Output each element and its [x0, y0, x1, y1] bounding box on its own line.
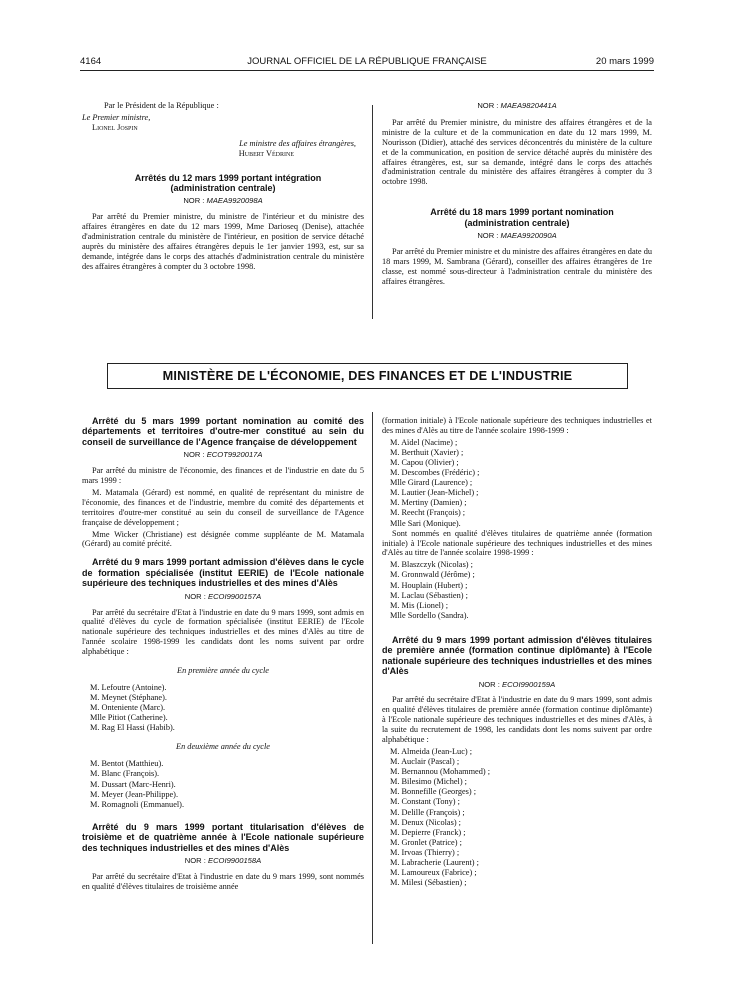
list-item: M. Irvoas (Thierry) ;	[390, 847, 460, 857]
nor-reference: NOR : ECOI9900158A	[184, 856, 262, 865]
ministry-banner: MINISTÈRE DE L'ÉCONOMIE, DES FINANCES ET DE L'INDUSTRIE	[107, 363, 628, 389]
list-item: M. Labracherie (Laurent) ;	[390, 858, 479, 868]
signature-intro: Par le Président de la République :	[104, 101, 219, 110]
list-item: M. Bilesimo (Michel) ;	[390, 777, 467, 787]
list-item: M. Lamoureux (Fabrice) ;	[390, 868, 477, 878]
list-item: M. Denux (Nicolas) ;	[390, 817, 461, 827]
list-item: M. Bentot (Matthieu).	[90, 759, 164, 769]
article-text: Par arrêté du Premier ministre, du ministre des affaires étrangères et de la ministre de la culture et de la communication en date du 12 mars 1999, M. Nourisson (Didier), attaché des services déconcentrés du ministère de la culture et de la communication, en position de service détaché auprès du ministère des affaires étrangères, est, sur sa demande, intégré dans le corps des attachés d'administration centrale du ministère des affaires étrangères à compter du 3 octobre 1998.	[382, 117, 652, 187]
signature-name-2: Hubert Védrine	[238, 148, 294, 158]
list-item: M. Dussart (Marc-Henri).	[90, 779, 176, 789]
list-item: M. Onteniente (Marc).	[90, 703, 166, 713]
list-item: M. Houplain (Hubert) ;	[390, 580, 468, 590]
name-list	[82, 683, 364, 733]
signature-role: Le Premier ministre,	[82, 112, 151, 122]
page-number: 4164	[80, 56, 102, 67]
column-divider	[372, 412, 373, 944]
list-item: M. Mertiny (Damien) ;	[390, 498, 467, 508]
section-subtitle: En première année du cycle	[177, 666, 269, 676]
list-item: Mlle Sordello (Sandra).	[390, 610, 469, 620]
list-item: M. Milesi (Sébastien) ;	[390, 878, 467, 888]
article-title: Arrêté du 18 mars 1999 portant nomination (administration centrale)	[430, 207, 614, 228]
list-item: M. Auclair (Pascal) ;	[390, 757, 460, 767]
article-text: Mme Wicker (Christiane) est désignée comme suppléante de M. Matamala (Gérard) au comité précité.	[82, 529, 364, 549]
list-item: M. Rag El Hassi (Habib).	[90, 723, 175, 733]
list-item: Mlle Sari (Monique).	[390, 518, 461, 528]
list-item: M. Bonnefille (Georges) ;	[390, 787, 477, 797]
list-item: M. Gronlet (Patrice) ;	[390, 837, 462, 847]
bottom-left-column	[82, 416, 364, 894]
article-title: Arrêté du 9 mars 1999 portant admission d'élèves dans le cycle de formation spécialisée (institut EERIE) de l'Ecole nationale supérieure des techniques industrielles et des mines d'Alès	[82, 557, 364, 589]
list-item: M. Lefoutre (Antoine).	[90, 682, 167, 692]
article-text: Par arrêté du Premier ministre, du ministre de l'intérieur et du ministre des affaires étrangères en date du 12 mars 1999, Mme Darioseq (Denise), attachée d'administration centrale du ministère de l'intérieur, en position de service détaché auprès du ministère des affaires étrangères depuis le 1er janvier 1993, est, sur sa demande, intégrée dans le corps des attachés d'administration centrale du ministère des affaires étrangères à compter du 3 octobre 1998.	[82, 212, 364, 271]
list-item: M. Descombes (Frédéric) ;	[390, 468, 480, 478]
list-item: M. Laclau (Sébastien) ;	[390, 590, 468, 600]
article-text: M. Matamala (Gérard) est nommé, en qualité de représentant du ministre de l'économie, des finances et de l'industrie, membre du comité des départements et territoires d'outre-mer constitué au sein du conseil de surveillance de l'Agence française de développement ;	[82, 487, 364, 527]
signature-role-2: Le ministre des affaires étrangères,	[239, 138, 356, 148]
list-item: M. Blaszczyk (Nicolas) ;	[390, 560, 473, 570]
list-item: M. Capou (Olivier) ;	[390, 458, 459, 467]
list-item: M. Blanc (François).	[90, 769, 160, 779]
section-subtitle: En deuxième année du cycle	[176, 742, 270, 752]
article-title: Arrêté du 9 mars 1999 portant admission d'élèves titulaires de première année (formation continue diplômante) à l'Ecole nationale supérieure des techniques industrielles et des mines d'Alès	[382, 634, 652, 677]
list-item: M. Lautier (Jean-Michel) ;	[390, 488, 479, 498]
list-item: M. Gronnwald (Jérôme) ;	[390, 570, 475, 580]
list-item: Mlle Pitiot (Catherine).	[90, 713, 168, 723]
article-text: (formation initiale) à l'Ecole nationale supérieure des techniques industrielles et des mines d'Alès au titre de l'année scolaire 1998-1999 :	[382, 416, 652, 435]
list-item: M. Berthuit (Xavier) ;	[390, 447, 464, 457]
column-divider	[372, 105, 373, 319]
article-text: Par arrêté du secrétaire d'Etat à l'industrie en date du 9 mars 1999, sont admis en qualité d'élèves du cycle de formation spécialisée (institut EERIE) de l'Ecole nationale supérieure des techniques industrielles et des mines d'Alès au titre de l'année scolaire 1998-1999 les candidats dont les noms suivent par ordre alphabétique :	[82, 607, 364, 657]
bottom-right-column	[382, 416, 652, 888]
list-item: M. Delille (François) ;	[390, 807, 465, 817]
name-list	[82, 759, 364, 809]
article-text: Par arrêté du secrétaire d'Etat à l'industrie en date du 9 mars 1999, sont nommés en qualité d'élèves titulaires de troisième année	[82, 871, 364, 891]
list-item: M. Bernannou (Mohammed) ;	[390, 767, 491, 777]
list-item: M. Mis (Lionel) ;	[390, 600, 449, 610]
journal-title: JOURNAL OFFICIEL DE LA RÉPUBLIQUE FRANÇAISE	[247, 56, 487, 67]
article-text: Par arrêté du Premier ministre et du ministre des affaires étrangères en date du 18 mars 1999, M. Sambrana (Gérard), conseiller des affaires étrangères de 1re classe, est nommé sous-directeur à l'administration centrale du ministère des affaires étrangères.	[382, 246, 652, 286]
signature-name: Lionel Jospin	[92, 122, 138, 132]
nor-reference: NOR : MAEA9920090A	[477, 231, 557, 241]
top-right-column	[382, 101, 652, 289]
article-title: Arrêtés du 12 mars 1999 portant intégration (administration centrale)	[134, 172, 322, 193]
nor-reference: NOR : ECOT9920017A	[183, 450, 263, 460]
article-text: Sont nommés en qualité d'élèves titulaires de quatrième année (formation initiale) à l'Ecole nationale supérieure des techniques industrielles et des mines d'Alès au titre de l'année scolaire 1998-1999 :	[382, 528, 652, 558]
nor-reference: NOR : ECOI9900159A	[478, 679, 556, 689]
issue-date: 20 mars 1999	[595, 56, 654, 67]
article-text: Par arrêté du secrétaire d'Etat à l'industrie en date du 9 mars 1999, sont admis en qualité d'élèves titulaires de première année (formation continue diplômante) à l'Ecole nationale supérieure des techniques industrielles et des mines d'Alès, à la suite du recrutement de 1998, les candidats dont les noms suivent par ordre alphabétique :	[382, 695, 652, 745]
article-title: Arrêté du 5 mars 1999 portant nomination au comité des départements et territoires d'outre-mer constitué au sein du conseil de surveillance de l'Agence française de développement	[82, 416, 364, 447]
list-item: M. Aïdel (Nacime) ;	[390, 437, 458, 447]
nor-reference: NOR : ECOI9900157A	[184, 591, 262, 601]
list-item: M. Reecht (François) ;	[390, 508, 466, 518]
article-text: Par arrêté du ministre de l'économie, des finances et de l'industrie en date du 5 mars 1999 :	[82, 466, 364, 486]
name-list	[382, 560, 652, 621]
nor-reference: NOR : MAEA9920098A	[183, 196, 263, 206]
list-item: Mlle Girard (Laurence) ;	[390, 478, 473, 488]
article-title: Arrêté du 9 mars 1999 portant titularisation d'élèves de troisième et de quatrième année à l'Ecole nationale supérieure des techniques industrielles et des mines d'Alès	[82, 821, 364, 853]
list-item: M. Constant (Tony) ;	[390, 797, 460, 807]
name-list	[382, 438, 652, 529]
top-left-column	[82, 101, 364, 274]
list-item: M. Almeida (Jean-Luc) ;	[390, 747, 473, 756]
page-header	[80, 56, 654, 71]
list-item: M. Romagnoli (Emmanuel).	[90, 799, 185, 809]
nor-reference: NOR : MAEA9820441A	[477, 101, 557, 110]
name-list	[382, 747, 652, 888]
list-item: M. Meynet (Stéphane).	[90, 693, 167, 703]
list-item: M. Depierre (Franck) ;	[390, 827, 466, 837]
list-item: M. Meyer (Jean-Philippe).	[90, 789, 179, 799]
